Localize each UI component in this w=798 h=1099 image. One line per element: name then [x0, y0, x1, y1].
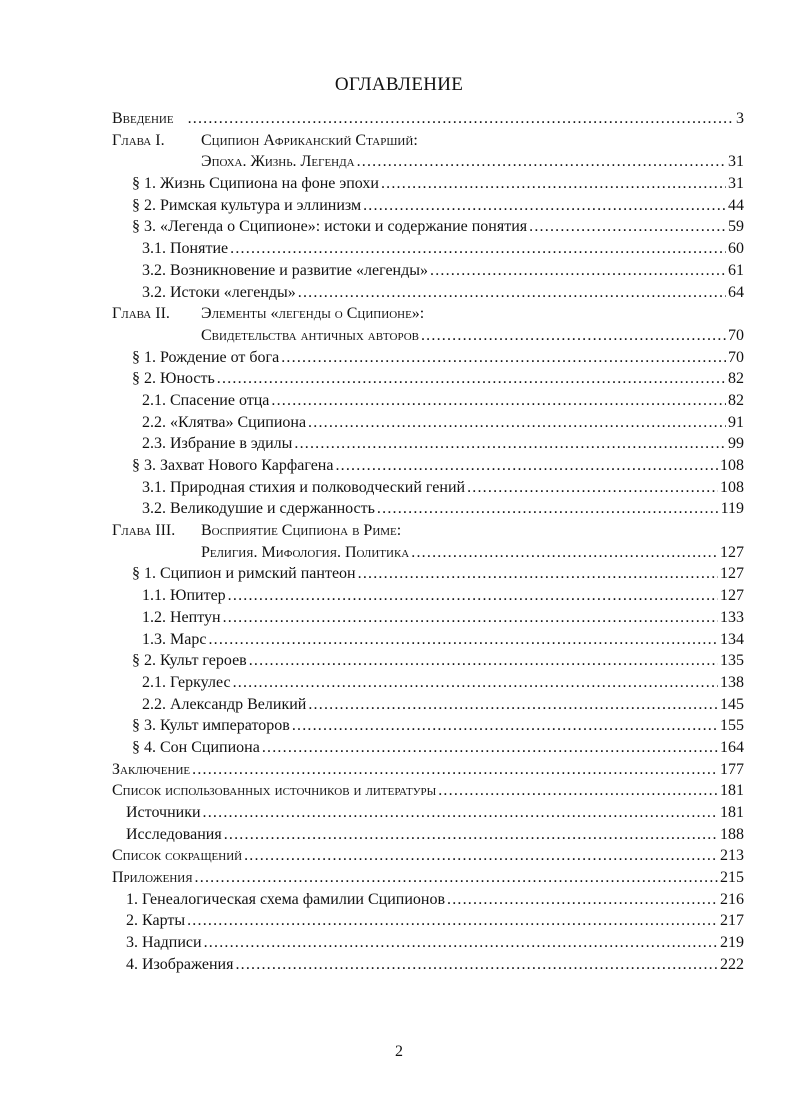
toc-page-number: 127: [720, 565, 744, 583]
dot-leader: [195, 867, 718, 889]
toc-entry-abbreviations: [112, 845, 744, 867]
toc-page-number: 164: [720, 738, 744, 756]
toc-page-number: 119: [720, 500, 744, 518]
page-number: 2: [395, 1043, 403, 1060]
toc-subsection: [112, 585, 744, 607]
dot-leader: [358, 563, 718, 585]
chapter-label: Глава III.: [112, 522, 176, 540]
toc-subsection: [112, 412, 744, 434]
toc-entry-text: 3.1. Понятие: [142, 240, 229, 258]
toc-page-number: 219: [720, 934, 744, 952]
toc-section: [112, 455, 744, 477]
toc-entry-text: 3.1. Природная стихия и полководческий гений: [142, 478, 466, 496]
toc-page-number: 135: [720, 652, 744, 670]
toc-entry-text: 2.2. Александр Великий: [142, 695, 307, 713]
chapter-title-line-1: Сципион Африканский Старший:: [201, 131, 418, 149]
dot-leader: [192, 759, 718, 781]
toc-page-number: 82: [728, 391, 744, 409]
toc-page-number: 127: [720, 543, 744, 561]
dot-leader: [421, 325, 726, 347]
dot-leader: [529, 216, 726, 238]
chapter-title-line-2: Свидетельства античных авторов: [201, 326, 419, 344]
dot-leader: [447, 889, 718, 911]
toc-section: [112, 563, 744, 585]
dot-leader: [235, 954, 718, 976]
dot-leader: [281, 347, 726, 369]
toc-entry-text: § 1. Сципион и римский пантеон: [132, 565, 356, 583]
toc-entry-bibliography: [112, 780, 744, 802]
toc-entry-appendices: [112, 867, 744, 889]
dot-leader: [363, 195, 726, 217]
toc-section: [112, 216, 744, 238]
toc-entry-text: § 1. Рождение от бога: [132, 348, 280, 366]
dot-leader: [308, 694, 718, 716]
toc-entry-text: Введение: [112, 110, 174, 127]
toc-page-number: 133: [720, 608, 744, 626]
chapter-title-line-1: Восприятие Сципиона в Риме:: [201, 522, 402, 540]
dot-leader: [357, 151, 726, 173]
toc-chapter-2-heading: [112, 303, 744, 325]
toc-subsection: [112, 433, 744, 455]
toc-entry-text: Заключение: [112, 760, 191, 778]
dot-leader: [271, 390, 726, 412]
toc-section: [112, 954, 744, 976]
toc-page-number: 181: [720, 782, 744, 800]
dot-leader: [230, 238, 726, 260]
toc-subsection: [112, 694, 744, 716]
toc-section: [112, 195, 744, 217]
toc-page-number: 91: [728, 413, 744, 431]
toc-entry-text: 2. Карты: [126, 912, 186, 930]
toc-page-number: 3: [736, 110, 744, 127]
dot-leader: [187, 910, 718, 932]
toc-entry-text: 2.1. Спасение отца: [142, 391, 270, 409]
toc-section: [112, 802, 744, 824]
toc-entry-text: 3.2. Великодушие и сдержанность: [142, 500, 375, 518]
dot-leader: [217, 368, 726, 390]
toc-section: [112, 910, 744, 932]
toc-page-number: 64: [728, 283, 744, 301]
toc-entry-text: 2.2. «Клятва» Сципиона: [142, 413, 307, 431]
toc-entry-text: 1. Генеалогическая схема фамилии Сципионов: [126, 890, 445, 908]
toc-section: [112, 650, 744, 672]
toc-section: [112, 824, 744, 846]
dot-leader: [438, 780, 718, 802]
chapter-label: Глава I.: [112, 131, 165, 149]
page-title: ОГЛАВЛЕНИЕ: [334, 74, 464, 95]
toc-page-number: 188: [720, 825, 744, 843]
toc-subsection: [112, 282, 744, 304]
toc-page-number: 82: [728, 370, 744, 388]
toc-subsection: [112, 260, 744, 282]
toc-chapter-1-subtitle: [112, 151, 744, 173]
toc-section: [112, 368, 744, 390]
toc-page-number: 44: [728, 196, 744, 214]
chapter-title-line-2: Эпоха. Жизнь. Легенда: [201, 153, 355, 171]
toc-entry-text: Исследования: [126, 825, 222, 843]
chapter-title-line-2: Религия. Мифология. Политика: [201, 543, 410, 561]
toc-subsection: [112, 238, 744, 260]
toc-page-number: 108: [720, 478, 744, 496]
dot-leader: [411, 542, 718, 564]
toc-entry-text: § 1. Жизнь Сципиона на фоне эпохи: [132, 175, 379, 193]
toc-page-number: 177: [720, 760, 744, 778]
dot-leader: [430, 260, 726, 282]
toc-chapter-3-heading: [112, 520, 744, 542]
toc-section: [112, 347, 744, 369]
toc-entry-text: 1.1. Юпитер: [142, 587, 226, 605]
toc-page-number: 222: [720, 955, 744, 973]
toc-entry-introduction: [112, 108, 744, 130]
toc-section: [112, 715, 744, 737]
toc-entry-text: § 3. Культ императоров: [132, 717, 290, 735]
toc-entry-text: § 2. Культ героев: [132, 652, 247, 670]
toc-chapter-3-subtitle: [112, 542, 744, 564]
toc-entry-text: § 4. Сон Сципиона: [132, 738, 260, 756]
dot-leader: [208, 629, 718, 651]
dot-leader: [233, 672, 718, 694]
toc-entry-text: 3.2. Истоки «легенды»: [142, 283, 296, 301]
toc-entry-text: Источники: [126, 804, 201, 821]
toc-subsection: [112, 629, 744, 651]
toc-page-number: 213: [720, 847, 744, 865]
toc-entry-text: Список использованных источников и литературы: [112, 782, 437, 800]
dot-leader: [381, 173, 726, 195]
toc-page-number: 216: [720, 890, 744, 908]
toc-entry-text: Приложения: [112, 869, 193, 887]
toc-section: [112, 737, 744, 759]
toc-entry-text: 3.2. Возникновение и развитие «легенды»: [142, 261, 428, 279]
toc-subsection: [112, 498, 744, 520]
table-of-contents: [112, 108, 744, 976]
toc-entry-text: 2.3. Избрание в эдилы: [142, 435, 293, 453]
dot-leader: [467, 477, 718, 499]
toc-page-number: 99: [728, 435, 744, 453]
toc-section: [112, 173, 744, 195]
toc-chapter-2-subtitle: [112, 325, 744, 347]
toc-subsection: [112, 390, 744, 412]
toc-entry-text: Список сокращений: [112, 847, 243, 865]
dot-leader: [292, 715, 718, 737]
dot-leader: [188, 108, 734, 130]
toc-subsection: [112, 672, 744, 694]
dot-leader: [204, 932, 718, 954]
toc-subsection: [112, 477, 744, 499]
toc-entry-text: 2.1. Геркулес: [142, 673, 231, 691]
toc-page-number: 31: [728, 175, 744, 193]
toc-entry-text: § 3. «Легенда о Сципионе»: истоки и содержание понятия: [132, 218, 528, 236]
dot-leader: [249, 650, 718, 672]
toc-entry-conclusion: [112, 759, 744, 781]
dot-leader: [203, 802, 718, 824]
toc-page-number: 145: [720, 695, 744, 713]
toc-page-number: 155: [720, 717, 744, 735]
toc-section: [112, 932, 744, 954]
toc-entry-text: § 2. Юность: [132, 370, 215, 388]
toc-entry-text: § 2. Римская культура и эллинизм: [132, 196, 362, 214]
dot-leader: [298, 282, 726, 304]
toc-page-number: 59: [728, 218, 744, 236]
toc-entry-text: § 3. Захват Нового Карфагена: [132, 457, 334, 474]
toc-page-number: 134: [720, 630, 744, 648]
toc-section: [112, 889, 744, 911]
toc-page-number: 31: [728, 153, 744, 171]
toc-page-number: 70: [728, 326, 744, 344]
toc-entry-text: 3. Надписи: [126, 934, 202, 952]
chapter-title-line-1: Элементы «легенды о Сципионе»:: [201, 305, 425, 323]
toc-entry-text: 4. Изображения: [126, 955, 234, 973]
toc-page-number: 108: [720, 457, 744, 474]
toc-page-number: 215: [720, 869, 744, 887]
toc-page-number: 61: [728, 261, 744, 279]
chapter-label: Глава II.: [112, 305, 170, 323]
toc-page-number: 217: [720, 912, 744, 930]
dot-leader: [377, 498, 719, 520]
dot-leader: [223, 607, 718, 629]
toc-page-number: 60: [728, 240, 744, 258]
toc-page-number: 127: [720, 587, 744, 605]
dot-leader: [228, 585, 718, 607]
toc-page-number: 138: [720, 673, 744, 691]
dot-leader: [224, 824, 718, 846]
toc-page-number: 70: [728, 348, 744, 366]
dot-leader: [335, 455, 718, 477]
toc-page-number: 181: [720, 804, 744, 821]
dot-leader: [308, 412, 726, 434]
dot-leader: [244, 845, 718, 867]
dot-leader: [262, 737, 718, 759]
toc-chapter-1-heading: [112, 130, 744, 152]
toc-entry-text: 1.2. Нептун: [142, 608, 221, 626]
toc-subsection: [112, 607, 744, 629]
dot-leader: [294, 433, 726, 455]
toc-entry-text: 1.3. Марс: [142, 630, 207, 648]
